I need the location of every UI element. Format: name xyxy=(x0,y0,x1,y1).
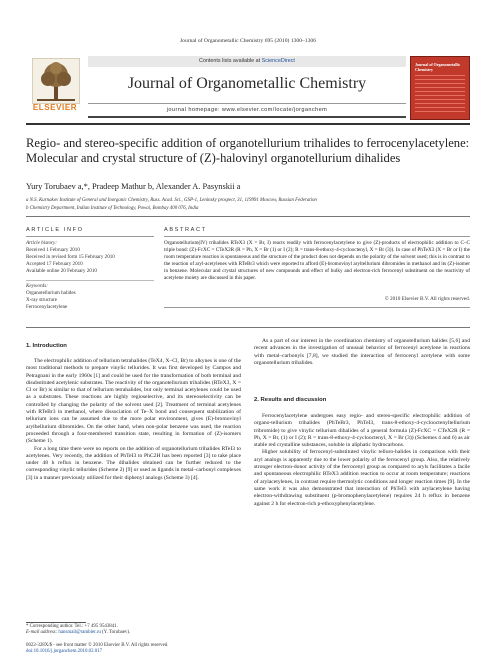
article-info-heading: ARTICLE INFO xyxy=(26,227,84,233)
paragraph: The electrophilic addition of tellurium tetrahalides (TeX4, X–Cl, Br) to alkynes is one of the most traditional methods to prepare vinylic tellurides. It was first developed by Campos and Petragnani in the early 1960s [1] and could be used for the transformation of both terminal and disubstituted acetylenic substrates. The reactivity of the organotellurium trihalides (RTeX3, X = Cl or Br) is similar to that of tellurium tetrahalides, but only terminal acetylenes could be used as a substrates. These reactions are highly regioselective, and its stereoselectivity can be controlled by changing the polarity of the solvent used [2]. Treatment of terminal acetylenes with RTeBr3 in methanol, where dissociation of Te–X bond and consequent stabilization of tellurium ions can be assumed due to the more polar environment, gives (E)-bromovinyl arylhellurium dibromides. On the other hand, when non-polar benzene was used, the reaction proceeded through a four-membered transition state, resulting in formation of (Z)-isomers (Scheme 1). xyxy=(26,358,241,445)
right-column-intro xyxy=(254,338,470,367)
keywords-label: Keywords: xyxy=(26,283,48,289)
results-body xyxy=(254,413,470,508)
history-label: Article history: xyxy=(26,240,57,246)
homepage-bar xyxy=(88,103,406,118)
keyword-item: Organotellurium halides xyxy=(26,290,76,296)
cover-decoration xyxy=(415,75,465,113)
email-link[interactable]: hansmail@rambler.ru xyxy=(58,630,101,636)
journal-masthead xyxy=(26,56,470,118)
affiliations xyxy=(26,197,470,212)
front-matter xyxy=(26,643,241,656)
introduction-heading: 1. Introduction xyxy=(26,343,67,349)
introduction-body xyxy=(26,358,241,482)
paragraph: For a long time there were no reports on the addition of organotellurium trihalides RTeI3 to acetylenes. Very recently, the addition of PhTeI3 to PhC2H has been reported [3] to take place under 48 h reflux in benzene. The dihalides obtained can be further reduced to the corresponding vinylic tellurides (Scheme 2) [9] or used as ligands in metal–carbonyl complexes [3] in a manner previously utilized for their diphenyl analogs (Scheme 3) [4]. xyxy=(26,445,241,481)
elsevier-logo[interactable] xyxy=(26,56,84,118)
paragraph: Ferrocenylacetylene undergoes easy regio- and stereo-specific electrophilic addition of organo-tellurium trihalides (PhTeBr3, PhTeI3, trans-8-ethoxy-4-cyclooctenyltellurium tribromide) to give vinylic tellurium dihalides of a general formula (Z)-FcXC = CTeX2R (R = Ph, X = Br, (1) or I (2); R = trans-8-ethoxy-4-cyclooctenyl, X = Br (3)) (Schemes 4 and 6) as air stable red crystalline substances, soluble in aliphatic hydrocarbons. xyxy=(254,413,470,449)
author-list: Yury Torubaev a,*, Pradeep Mathur b, Alexander A. Pasynskii a xyxy=(26,182,241,191)
abstract-rule xyxy=(164,236,470,237)
copyright-notice: © 2010 Elsevier B.V. All rights reserved. xyxy=(384,296,470,302)
homepage-prefix: journal homepage: xyxy=(166,107,222,113)
cover-title: Journal of Organometallic Chemistry xyxy=(415,62,461,72)
results-heading: 2. Results and discussion xyxy=(254,397,327,403)
sciencedirect-link[interactable]: ScienceDirect xyxy=(261,58,295,64)
journal-cover-thumbnail xyxy=(410,56,470,120)
homepage-link[interactable]: www.elsevier.com/locate/jorganchem xyxy=(221,107,328,113)
article-title: Regio- and stereo-specific addition of organotellurium trihalides to ferrocenylacetylene: Molecular and crystal structure of (Z)-halovinyl organotellurium dihalides xyxy=(26,136,470,165)
footnote-rule xyxy=(26,622,86,623)
abstract-bottom-rule xyxy=(164,307,470,308)
doi-link[interactable]: doi:10.1016/j.jorganchem.2010.02.017 xyxy=(26,649,103,655)
masthead-divider xyxy=(26,123,470,125)
history-received: Received 1 February 2010 xyxy=(26,247,80,253)
email-line xyxy=(26,630,241,636)
affiliation-b: b Chemistry Department, Indian Institute of Technology, Powai, Bombay 400 076, India xyxy=(26,205,199,211)
corresponding-author: * Corresponding author. Tel.: +7 495 9543841. xyxy=(26,624,118,629)
elsevier-tree-icon xyxy=(32,58,80,104)
history-accepted: Accepted 17 February 2010 xyxy=(26,261,83,267)
abstract-heading: ABSTRACT xyxy=(164,227,207,233)
publisher-name: ELSEVIER xyxy=(32,103,78,112)
issn-line: 0022-328X/$ - see front matter © 2010 Elsevier B.V. All rights reserved. xyxy=(26,643,169,648)
contents-bar xyxy=(88,56,406,67)
keyword-item: Ferrocenylacetylene xyxy=(26,304,68,310)
history-revised: Received in revised form 15 February 2010 xyxy=(26,254,115,260)
email-suffix: (Y. Torubaev). xyxy=(100,630,131,636)
masthead-center xyxy=(88,56,406,118)
paragraph: Higher solubility of ferrocenyl-substituted vinylic telluro-halides in comparison with their aryl analogs is apparently due to the lower polarity of the ferrocenyl group. Also, the relatively stronger electron-donor activity of the ferrocenyl group as compared to aryls facilitates a facile and spontaneous electrophilic RTeX3 addition reaction to occur at room temperature; reactions of arylacetylenes, in contrast require thermolytic conditions and longer reaction times [9]. In the same work it was also demonstrated that interaction of PhTeI3 with arylacetylene having electron-withdrawing substituent (p-bromophenylacetylene) requires 24 h reflux in benzene against 2 h for electron-rich p-ethoxyphenylacetylene. xyxy=(254,449,470,507)
contents-prefix: Contents lists available at xyxy=(199,58,262,64)
journal-reference: Journal of Organometallic Chemistry 695 (2010) 1300–1306 xyxy=(180,38,316,44)
history-online: Available online 20 February 2010 xyxy=(26,268,97,274)
body-divider xyxy=(26,327,470,328)
header-divider xyxy=(26,216,470,217)
keyword-item: X-ray structure xyxy=(26,297,57,303)
paragraph: As a part of our interest in the coordination chemistry of organotellurium halides [5,6] and recent advances in the investigation of unusual behavior of ferrocenyl acetylene in reactions with metal–carbonyls [7,8], we studied the interaction of ferrocenyl acetylene with some organotellurium trihalides. xyxy=(254,338,470,366)
abstract-text: Organotellurium(IV) trihalides RTeX3 (X = Br, I) reacts readily with ferrocenylacetylene to give (Z)-products of electrophilic addition to C–C triple bond: (Z)-FcXC = CTeX2R (R = Ph, X = Br (1) or I (2); R = trans-8-ethoxy-4-cyclooctenyl, X = Br (3)). In case of PhTeX3 (X = Br or I) the room temperature reaction is spontaneous and the structure of the product does not depends on the polarity of the solvent used; this is in contrast to the reaction of aryl-acetylenes with RTeBr3 which were reported to afford (E)-bromovinyl aryltellurium dibromides in methanol and its (Z)-isomer in benzene. Molecular and crystal structures of new compounds and effect of bulky and electron-rich ferrocenyl substituent on the reactivity of acetylene moiety are discussed in this paper. xyxy=(164,240,470,282)
article-info-rule xyxy=(26,236,154,237)
journal-title: Journal of Organometallic Chemistry xyxy=(127,75,367,92)
email-label: E-mail address: xyxy=(26,630,59,636)
footnote xyxy=(26,624,241,637)
article-history xyxy=(26,240,156,275)
affiliation-a: a N.S. Kurnakov Institute of General and Inorganic Chemistry, Russ. Acad. Sci., GSP-1, Leninsky prospect, 31, 119991 Moscow, Russian Federation xyxy=(26,198,317,203)
keywords xyxy=(26,283,156,311)
keywords-rule xyxy=(26,280,154,281)
